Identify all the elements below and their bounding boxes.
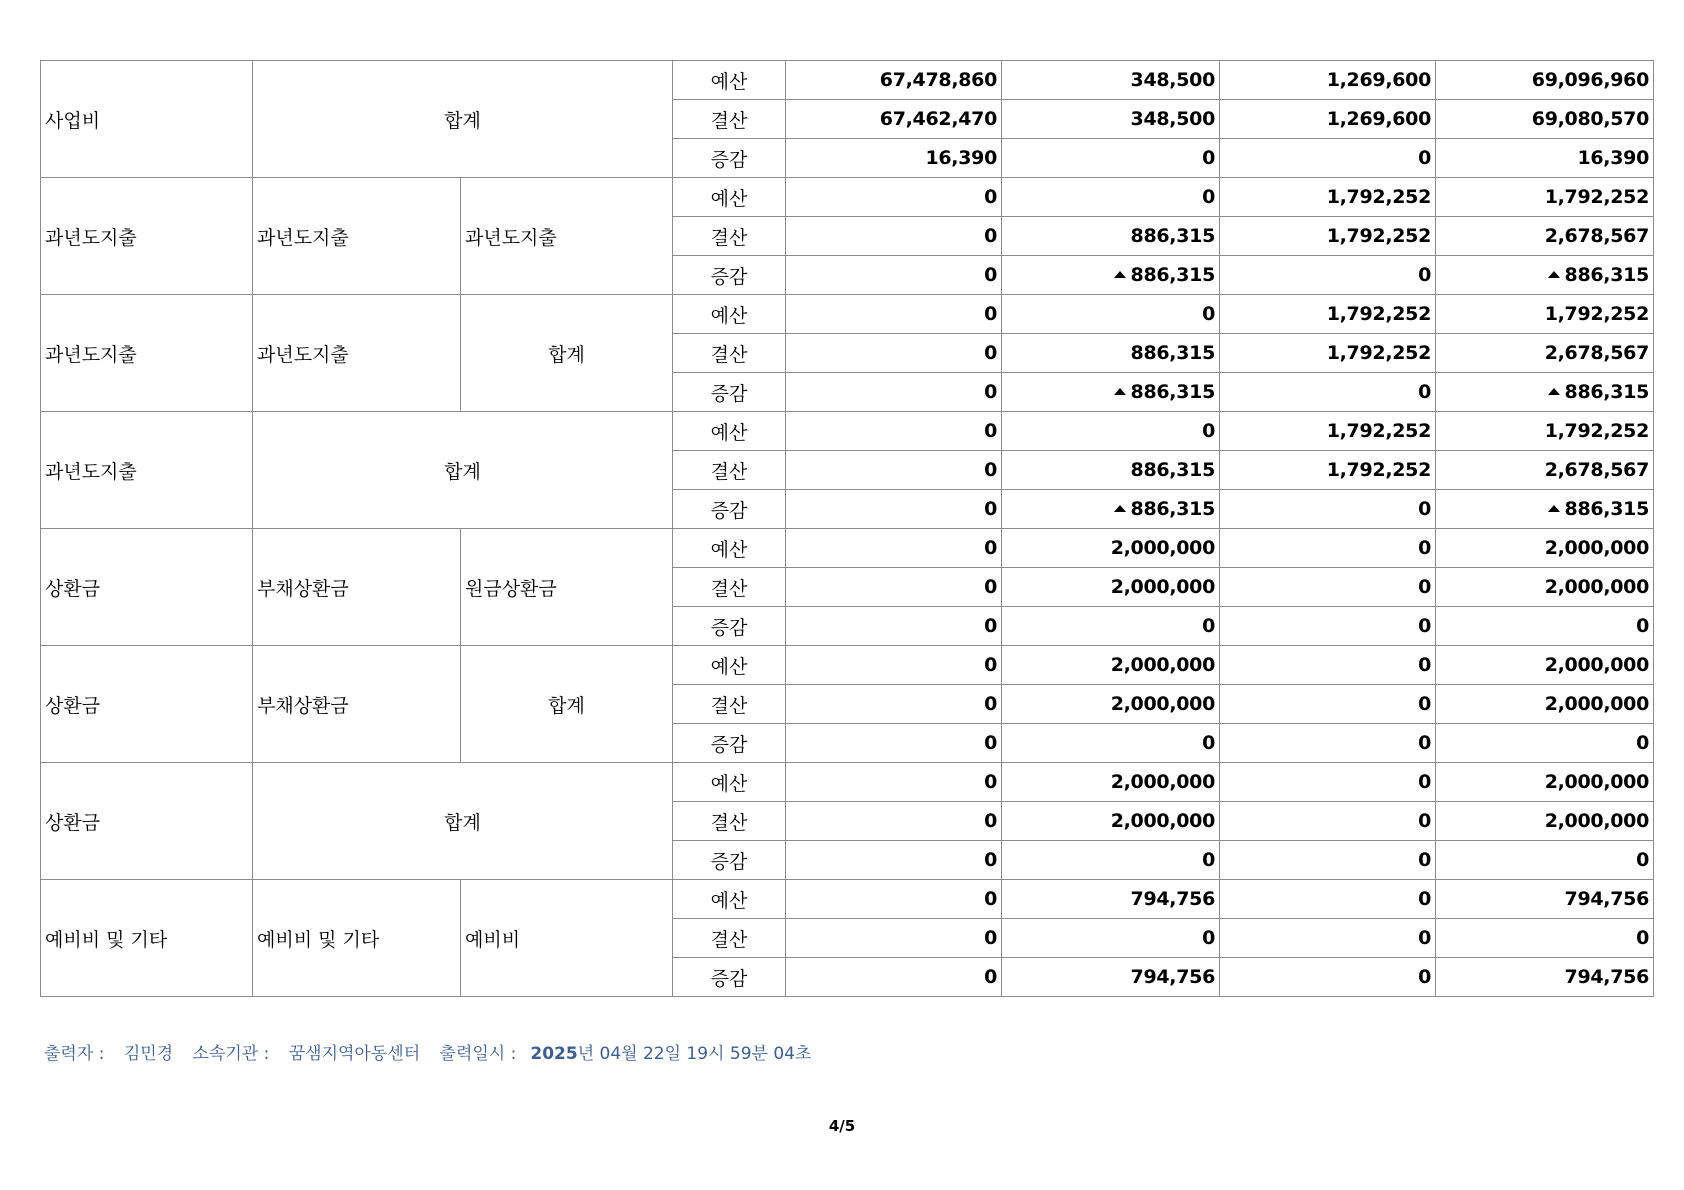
amount-cell: 0 xyxy=(786,490,1002,529)
amount-cell: 886,315 xyxy=(1436,490,1654,529)
amount-cell: 0 xyxy=(1220,763,1436,802)
amount-cell: 886,315 xyxy=(1002,373,1220,412)
amount-cell: 2,000,000 xyxy=(1436,802,1654,841)
decrease-triangle-icon xyxy=(1114,271,1126,278)
category-cell: 과년도지출 xyxy=(41,178,253,295)
print-date-year: 2025 xyxy=(530,1044,578,1064)
row-kind-cell: 예산 xyxy=(673,646,786,685)
amount-cell: 67,462,470 xyxy=(786,100,1002,139)
amount-cell: 794,756 xyxy=(1436,958,1654,997)
amount-cell: 2,000,000 xyxy=(1002,529,1220,568)
row-kind-cell: 예산 xyxy=(673,412,786,451)
amount-cell: 886,315 xyxy=(1002,217,1220,256)
amount-cell: 0 xyxy=(1002,607,1220,646)
amount-cell: 886,315 xyxy=(1002,490,1220,529)
row-kind-cell: 결산 xyxy=(673,802,786,841)
amount-cell: 16,390 xyxy=(786,139,1002,178)
amount-cell: 2,678,567 xyxy=(1436,451,1654,490)
row-kind-cell: 결산 xyxy=(673,568,786,607)
row-kind-cell: 결산 xyxy=(673,334,786,373)
subcategory-cell: 과년도지출 xyxy=(253,178,461,295)
amount-cell: 1,792,252 xyxy=(1220,217,1436,256)
row-kind-cell: 증감 xyxy=(673,841,786,880)
amount-cell: 69,096,960 xyxy=(1436,61,1654,100)
item-cell: 합계 xyxy=(461,295,673,412)
amount-cell: 886,315 xyxy=(1436,373,1654,412)
amount-cell: 0 xyxy=(786,529,1002,568)
row-kind-cell: 결산 xyxy=(673,919,786,958)
amount-cell: 1,792,252 xyxy=(1436,412,1654,451)
amount-cell: 1,269,600 xyxy=(1220,61,1436,100)
amount-cell: 0 xyxy=(1220,490,1436,529)
amount-cell: 886,315 xyxy=(1002,451,1220,490)
amount-cell: 0 xyxy=(1220,607,1436,646)
amount-cell: 886,315 xyxy=(1002,334,1220,373)
amount-cell: 0 xyxy=(1436,724,1654,763)
org-label: 소속기관 : xyxy=(192,1044,270,1064)
row-kind-cell: 예산 xyxy=(673,61,786,100)
amount-cell: 0 xyxy=(1220,958,1436,997)
subcategory-cell: 합계 xyxy=(253,61,673,178)
amount-cell: 0 xyxy=(786,451,1002,490)
amount-cell: 0 xyxy=(1002,919,1220,958)
row-kind-cell: 증감 xyxy=(673,256,786,295)
row-kind-cell: 증감 xyxy=(673,139,786,178)
amount-cell: 2,000,000 xyxy=(1002,685,1220,724)
org-name: 꿈샘지역아동센터 xyxy=(288,1044,421,1064)
amount-cell: 0 xyxy=(1002,724,1220,763)
amount-cell: 0 xyxy=(1220,919,1436,958)
amount-cell: 0 xyxy=(786,919,1002,958)
decrease-triangle-icon xyxy=(1548,505,1560,512)
amount-cell: 794,756 xyxy=(1436,880,1654,919)
item-cell: 예비비 xyxy=(461,880,673,997)
decrease-triangle-icon xyxy=(1548,271,1560,278)
amount-cell: 0 xyxy=(1220,139,1436,178)
amount-cell: 0 xyxy=(1220,724,1436,763)
amount-cell: 0 xyxy=(1436,607,1654,646)
amount-cell: 0 xyxy=(786,373,1002,412)
amount-cell: 1,269,600 xyxy=(1220,100,1436,139)
amount-cell: 886,315 xyxy=(1436,256,1654,295)
budget-settlement-table xyxy=(40,60,1654,997)
amount-cell: 0 xyxy=(786,217,1002,256)
table-row xyxy=(41,763,1654,802)
amount-cell: 0 xyxy=(1220,646,1436,685)
amount-cell: 0 xyxy=(786,646,1002,685)
subcategory-cell: 과년도지출 xyxy=(253,295,461,412)
amount-cell: 0 xyxy=(1220,880,1436,919)
category-cell: 과년도지출 xyxy=(41,412,253,529)
amount-cell: 0 xyxy=(1002,295,1220,334)
amount-cell: 886,315 xyxy=(1002,256,1220,295)
row-kind-cell: 예산 xyxy=(673,880,786,919)
amount-cell: 0 xyxy=(1220,568,1436,607)
row-kind-cell: 결산 xyxy=(673,451,786,490)
amount-cell: 16,390 xyxy=(1436,139,1654,178)
amount-cell: 0 xyxy=(1002,412,1220,451)
amount-cell: 0 xyxy=(786,178,1002,217)
amount-cell: 1,792,252 xyxy=(1436,178,1654,217)
amount-cell: 0 xyxy=(1002,139,1220,178)
amount-cell: 1,792,252 xyxy=(1220,451,1436,490)
table-row xyxy=(41,412,1654,451)
row-kind-cell: 결산 xyxy=(673,685,786,724)
amount-cell: 348,500 xyxy=(1002,61,1220,100)
amount-cell: 0 xyxy=(1436,841,1654,880)
amount-cell: 0 xyxy=(786,334,1002,373)
amount-cell: 794,756 xyxy=(1002,958,1220,997)
amount-cell: 2,000,000 xyxy=(1436,568,1654,607)
amount-cell: 0 xyxy=(786,412,1002,451)
category-cell: 상환금 xyxy=(41,529,253,646)
table-row xyxy=(41,295,1654,334)
amount-cell: 0 xyxy=(1220,529,1436,568)
category-cell: 상환금 xyxy=(41,646,253,763)
amount-cell: 0 xyxy=(786,295,1002,334)
date-label: 출력일시 : xyxy=(439,1044,517,1064)
amount-cell: 0 xyxy=(786,685,1002,724)
subcategory-cell: 부채상환금 xyxy=(253,529,461,646)
category-cell: 상환금 xyxy=(41,763,253,880)
decrease-triangle-icon xyxy=(1114,388,1126,395)
decrease-triangle-icon xyxy=(1548,388,1560,395)
amount-cell: 0 xyxy=(786,724,1002,763)
amount-cell: 0 xyxy=(1002,841,1220,880)
amount-cell: 0 xyxy=(1220,256,1436,295)
table-row xyxy=(41,529,1654,568)
amount-cell: 0 xyxy=(786,607,1002,646)
amount-cell: 2,000,000 xyxy=(1436,763,1654,802)
amount-cell: 0 xyxy=(1220,685,1436,724)
amount-cell: 2,000,000 xyxy=(1002,568,1220,607)
print-info-footer xyxy=(44,1039,811,1064)
amount-cell: 2,000,000 xyxy=(1002,646,1220,685)
amount-cell: 1,792,252 xyxy=(1220,334,1436,373)
printer-label: 출력자 : xyxy=(44,1044,105,1064)
amount-cell: 0 xyxy=(1220,841,1436,880)
amount-cell: 1,792,252 xyxy=(1220,412,1436,451)
amount-cell: 0 xyxy=(786,802,1002,841)
subcategory-cell: 부채상환금 xyxy=(253,646,461,763)
item-cell: 원금상환금 xyxy=(461,529,673,646)
category-cell: 과년도지출 xyxy=(41,295,253,412)
subcategory-cell: 예비비 및 기타 xyxy=(253,880,461,997)
row-kind-cell: 증감 xyxy=(673,958,786,997)
amount-cell: 0 xyxy=(786,958,1002,997)
row-kind-cell: 증감 xyxy=(673,373,786,412)
amount-cell: 0 xyxy=(1220,802,1436,841)
subcategory-cell: 합계 xyxy=(253,763,673,880)
amount-cell: 2,000,000 xyxy=(1436,529,1654,568)
amount-cell: 0 xyxy=(1220,373,1436,412)
amount-cell: 0 xyxy=(786,568,1002,607)
amount-cell: 794,756 xyxy=(1002,880,1220,919)
amount-cell: 0 xyxy=(786,880,1002,919)
amount-cell: 2,678,567 xyxy=(1436,217,1654,256)
subcategory-cell: 합계 xyxy=(253,412,673,529)
amount-cell: 0 xyxy=(1436,919,1654,958)
printer-name: 김민경 xyxy=(123,1044,174,1064)
table-row xyxy=(41,880,1654,919)
amount-cell: 67,478,860 xyxy=(786,61,1002,100)
row-kind-cell: 예산 xyxy=(673,295,786,334)
amount-cell: 2,678,567 xyxy=(1436,334,1654,373)
table-row xyxy=(41,178,1654,217)
amount-cell: 0 xyxy=(786,256,1002,295)
item-cell: 합계 xyxy=(461,646,673,763)
amount-cell: 0 xyxy=(786,841,1002,880)
category-cell: 사업비 xyxy=(41,61,253,178)
row-kind-cell: 증감 xyxy=(673,490,786,529)
decrease-triangle-icon xyxy=(1114,505,1126,512)
amount-cell: 348,500 xyxy=(1002,100,1220,139)
print-date-rest: 년 04월 22일 19시 59분 04초 xyxy=(577,1044,812,1064)
row-kind-cell: 예산 xyxy=(673,763,786,802)
table-row xyxy=(41,61,1654,100)
row-kind-cell: 증감 xyxy=(673,724,786,763)
row-kind-cell: 예산 xyxy=(673,178,786,217)
row-kind-cell: 결산 xyxy=(673,100,786,139)
amount-cell: 2,000,000 xyxy=(1436,685,1654,724)
row-kind-cell: 예산 xyxy=(673,529,786,568)
amount-cell: 2,000,000 xyxy=(1002,763,1220,802)
category-cell: 예비비 및 기타 xyxy=(41,880,253,997)
amount-cell: 1,792,252 xyxy=(1436,295,1654,334)
amount-cell: 2,000,000 xyxy=(1002,802,1220,841)
amount-cell: 0 xyxy=(1002,178,1220,217)
page-number: 4/5 xyxy=(828,1117,856,1135)
amount-cell: 2,000,000 xyxy=(1436,646,1654,685)
row-kind-cell: 증감 xyxy=(673,607,786,646)
amount-cell: 0 xyxy=(786,763,1002,802)
item-cell: 과년도지출 xyxy=(461,178,673,295)
amount-cell: 1,792,252 xyxy=(1220,295,1436,334)
table-row xyxy=(41,646,1654,685)
amount-cell: 1,792,252 xyxy=(1220,178,1436,217)
row-kind-cell: 결산 xyxy=(673,217,786,256)
amount-cell: 69,080,570 xyxy=(1436,100,1654,139)
